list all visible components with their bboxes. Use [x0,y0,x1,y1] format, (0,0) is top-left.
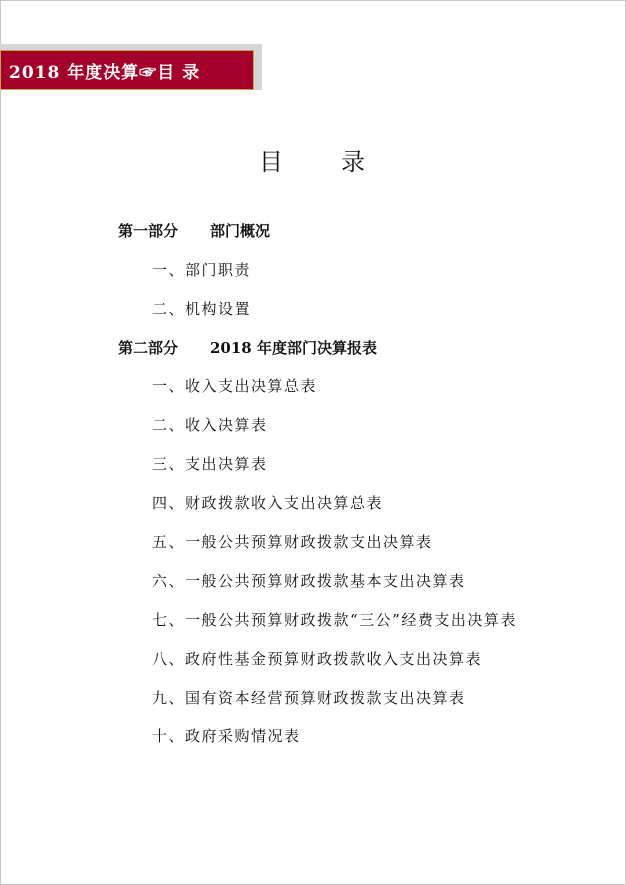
header-banner-text: 2018 年度决算☞目 录 [9,62,201,83]
toc-part-1-name: 部门概况 [210,222,271,240]
header-banner [0,50,254,90]
page-title-part-2: 录 [341,148,367,176]
toc-item[interactable]: 五、一般公共预算财政拨款支出决算表 [152,533,433,551]
toc-item[interactable]: 六、一般公共预算财政拨款基本支出决算表 [152,572,466,590]
toc-item[interactable]: 八、政府性基金预算财政拨款收入支出决算表 [152,650,483,668]
toc-part-2[interactable] [118,338,377,358]
toc-item[interactable]: 一、部门职责 [152,261,252,279]
page-title-part-1: 目 [259,148,285,176]
toc-part-1[interactable] [118,221,270,241]
toc-part-1-number: 第一部分 [118,222,179,240]
toc-item[interactable]: 七、一般公共预算财政拨款“三公”经费支出决算表 [152,611,517,629]
toc-item[interactable]: 四、财政拨款收入支出决算总表 [152,494,384,512]
toc-item[interactable]: 九、国有资本经营预算财政拨款支出决算表 [152,689,466,707]
toc-item[interactable]: 二、收入决算表 [152,416,268,434]
toc-item[interactable]: 三、支出决算表 [152,455,268,473]
toc-item[interactable]: 十、政府采购情况表 [152,727,301,745]
toc-part-2-name: 2018 年度部门决算报表 [210,339,377,357]
toc-item[interactable]: 二、机构设置 [152,300,252,318]
toc-item[interactable]: 一、收入支出决算总表 [152,377,318,395]
page-title [0,142,626,177]
toc-part-2-number: 第二部分 [118,339,179,357]
